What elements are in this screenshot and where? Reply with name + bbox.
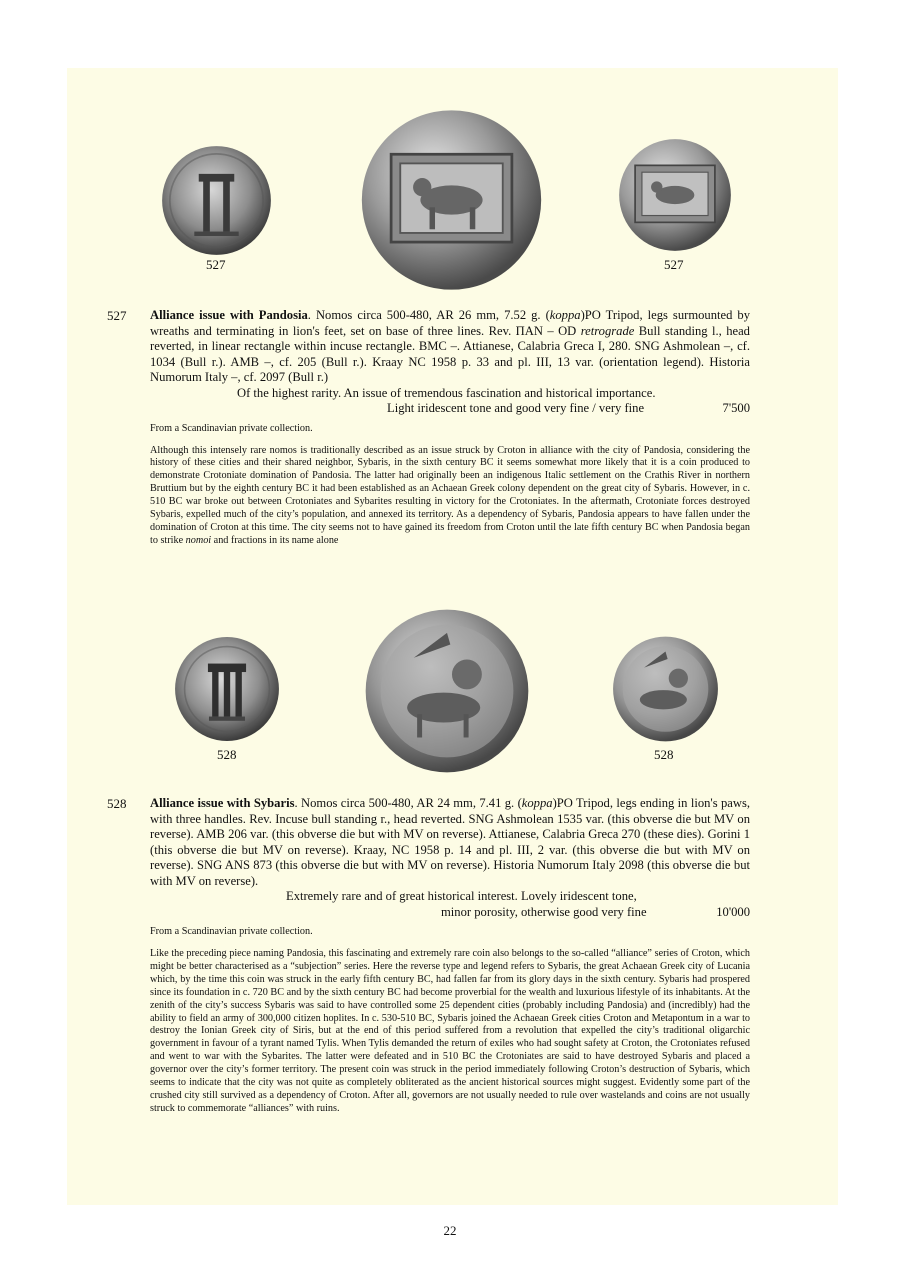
lot-number: 528 [107,796,127,811]
lot-description: Alliance issue with Pandosia. Nomos circa 500-480, AR 26 mm, 7.52 g. (koppa)PO Tripod, legs surmounted by wreaths and terminating in lion's feet, set on base of three lines. Rev. ΠΑΝ – OD retrograde Bull standing l., head reverted, in linear rectangle within incuse rectangle. BMC –. Attianese, Calabria Greca I, 280. SNG Ashmolean –, cf. 1034 (Bull r.). AMB –, cf. 205 (Bull r.). Kraay NC 1958 p. 33 and pl. III, 13 var. (orientation legend). Historia Numorum Italy –, cf. 2097 (Bull r.) [150,308,750,384]
price: 7'500 [722,401,750,415]
lot-528-body [150,796,750,1116]
grade-line: minor porosity, otherwise good very fine 10'000 [441,904,750,919]
lot-527-body [150,308,750,548]
coin-528-label-right: 528 [654,747,674,762]
price: 10'000 [716,904,750,919]
lot-description: Alliance issue with Sybaris. Nomos circa 500-480, AR 24 mm, 7.41 g. (koppa)PO Tripod, legs ending in lion's paws, with three handles. Rev. Incuse bull standing r., head reverted. SNG Ashmolean 1535 var. (this obverse die but MV on reverse). AMB 206 var. (this obverse die but with MV on reverse). Attianese, Calabria Greca 270 (these dies). Gorini 1 (this obverse die but MV on reverse). Kraay, NC 1958 p. 14 and pl. III, 2 var. (this obverse die but with MV on reverse). SNG ANS 873 (this obverse die but with MV on reverse). Historia Numorum Italy 2098 (this obverse die but with MV on reverse). [150,796,750,888]
coin-527-reverse-large-image [360,108,543,292]
coin-528-obverse-image [174,635,280,743]
coin-528-label-left: 528 [217,747,237,762]
coin-528-reverse-small-image [612,635,719,743]
lot-title: Alliance issue with Pandosia [150,308,308,322]
coin-527-label-left: 527 [206,257,226,272]
grade-line: Light iridescent tone and good very fine / very fine 7'500 [387,401,750,415]
provenance: From a Scandinavian private collection. [150,926,313,937]
coin-528-reverse-large-image [364,607,530,775]
catalogue-panel [67,68,838,1205]
rarity-line: Extremely rare and of great historical interest. Lovely iridescent tone, [286,889,637,903]
rarity-line: Of the highest rarity. An issue of tremendous fascination and historical importance. [237,385,656,400]
lot-title: Alliance issue with Sybaris [150,796,295,810]
coin-527-reverse-small-image [617,138,733,252]
coin-527-obverse-image [161,144,272,257]
provenance: From a Scandinavian private collection. [150,422,313,434]
lot-note: Although this intensely rare nomos is traditionally described as an issue struck by Croton in alliance with the city of Pandosia, considering the history of these cities and their shared neighbor, Sybaris, in the sixth century BC it seems somewhat more likely that it is a coin produced to demonstrate Crotoniate domination of Pandosia. The latter had originally been an indigenous Italic settlement on the Crathis River in northern Bruttium but by the eighth century BC it had been established as an Achaean Greek colony dependent on the great city of Sybaris. However, in c. 510 BC war broke out between Crotoniates and Sybarites resulting in victory for the Crotoniates. In the aftermath, Crotoniate forces destroyed Sybaris, expelled much of the city’s population, and annexed its territory. As a dependency of Sybaris, Pandosia appears to have fallen under the domination of Croton at this time. The city seems not to have gained its freedom from Croton until the late fifth century BC when Pandosia began to strike nomoi and fractions in its name alone [150,444,750,546]
coin-527-label-right: 527 [664,257,684,272]
lot-note: Like the preceding piece naming Pandosia, this fascinating and extremely rare coin also belongs to the so-called “alliance” series of Croton, which might be better characterised as a “subjection” series. Here the reverse type and legend refers to Sybaris, the great Achaean Greek city of Lucania which, by the time this coin was struck in the early fifth century BC, had fallen far from its glory days in the sixth century. Sybaris had prospered since its foundation in c. 720 BC and by the sixth century BC had become proverbial for the wealth and luxurious lifestyle of its inhabitants. At the zenith of the city’s success Sybaris was said to have controlled some 25 dependent cities (probably including Pandosia) and (incredibly) had the ability to field an army of 300,000 citizen hoplites. In c. 530-510 BC, Sybaris joined the Achaean Greek cities Croton and Metapontum in a war to destroy the Ionian Greek city of Siris, but at the end of this period suffered from a revolution that expelled the city’s traditional oligarchic government in favour of a tyrant named Tylis. When Tylis demanded the return of exiles who had sought safety at Croton, the Crotoniates refused and went to war with the Sybarites. The latter were defeated and in 510 BC the Crotoniates are said to have destroyed Sybaris and placed a governor over the city’s former territory. The present coin was struck in the period immediately following Croton’s destruction of Sybaris, which seems to indicate that the city was not quite as completely obliterated as the ancient historical sources might suggest. Evidently some part of the crushed city still survived as a dependency of Croton. After all, governors are not usually needed to rule over wastelands and coins are not usually struck to commemorate “alliances” with ruins. [150,948,750,1114]
page-number: 22 [443,1223,457,1238]
lot-number: 527 [107,308,127,323]
